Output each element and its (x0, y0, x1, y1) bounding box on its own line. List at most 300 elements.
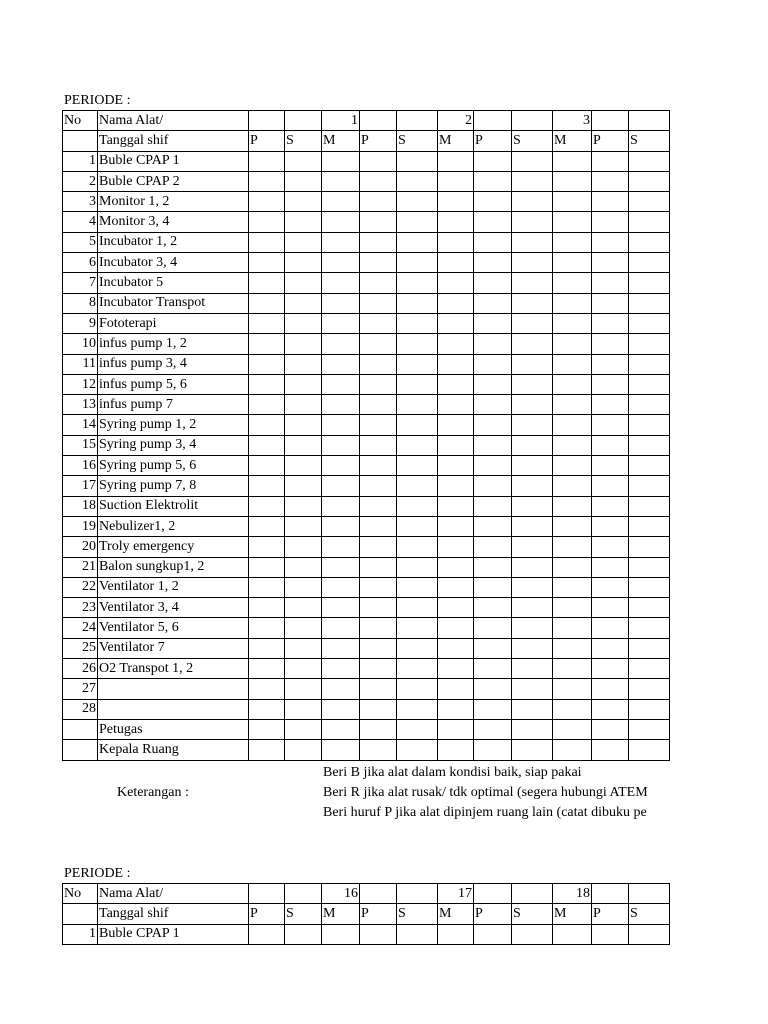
header-day-cell[interactable] (512, 884, 553, 904)
check-cell[interactable] (512, 618, 553, 638)
check-cell[interactable] (592, 435, 629, 455)
check-cell[interactable] (285, 374, 322, 394)
header-day-cell[interactable] (592, 111, 629, 131)
check-cell[interactable] (285, 151, 322, 171)
check-cell[interactable] (397, 638, 438, 658)
check-cell[interactable] (592, 679, 629, 699)
check-cell[interactable] (360, 232, 397, 252)
check-cell[interactable] (438, 273, 474, 293)
check-cell[interactable] (249, 253, 285, 273)
check-cell[interactable] (285, 354, 322, 374)
check-cell[interactable] (360, 253, 397, 273)
check-cell[interactable] (397, 659, 438, 679)
check-cell[interactable] (438, 253, 474, 273)
signature-cell[interactable] (322, 719, 360, 739)
check-cell[interactable] (474, 456, 512, 476)
check-cell[interactable] (285, 435, 322, 455)
check-cell[interactable] (360, 537, 397, 557)
check-cell[interactable] (397, 151, 438, 171)
check-cell[interactable] (285, 232, 322, 252)
check-cell[interactable] (360, 273, 397, 293)
check-cell[interactable] (438, 395, 474, 415)
check-cell[interactable] (397, 435, 438, 455)
check-cell[interactable] (592, 273, 629, 293)
check-cell[interactable] (629, 395, 670, 415)
check-cell[interactable] (474, 699, 512, 719)
check-cell[interactable] (553, 557, 592, 577)
check-cell[interactable] (285, 212, 322, 232)
check-cell[interactable] (592, 253, 629, 273)
check-cell[interactable] (629, 435, 670, 455)
check-cell[interactable] (285, 313, 322, 333)
check-cell[interactable] (249, 374, 285, 394)
check-cell[interactable] (249, 638, 285, 658)
signature-cell[interactable] (249, 740, 285, 760)
check-cell[interactable] (249, 293, 285, 313)
check-cell[interactable] (553, 374, 592, 394)
header-day-cell[interactable] (474, 884, 512, 904)
check-cell[interactable] (322, 415, 360, 435)
check-cell[interactable] (474, 638, 512, 658)
check-cell[interactable] (474, 476, 512, 496)
check-cell[interactable] (360, 516, 397, 536)
check-cell[interactable] (438, 313, 474, 333)
check-cell[interactable] (629, 415, 670, 435)
check-cell[interactable] (474, 293, 512, 313)
check-cell[interactable] (438, 212, 474, 232)
check-cell[interactable] (512, 313, 553, 333)
check-cell[interactable] (249, 699, 285, 719)
check-cell[interactable] (322, 659, 360, 679)
check-cell[interactable] (553, 456, 592, 476)
check-cell[interactable] (438, 679, 474, 699)
check-cell[interactable] (285, 699, 322, 719)
check-cell[interactable] (285, 171, 322, 191)
check-cell[interactable] (474, 496, 512, 516)
check-cell[interactable] (438, 354, 474, 374)
check-cell[interactable] (592, 496, 629, 516)
check-cell[interactable] (438, 232, 474, 252)
check-cell[interactable] (360, 638, 397, 658)
check-cell[interactable] (553, 395, 592, 415)
check-cell[interactable] (322, 212, 360, 232)
check-cell[interactable] (438, 618, 474, 638)
check-cell[interactable] (592, 516, 629, 536)
check-cell[interactable] (438, 659, 474, 679)
check-cell[interactable] (512, 679, 553, 699)
check-cell[interactable] (360, 577, 397, 597)
check-cell[interactable] (592, 638, 629, 658)
check-cell[interactable] (322, 395, 360, 415)
check-cell[interactable] (322, 476, 360, 496)
check-cell[interactable] (397, 232, 438, 252)
check-cell[interactable] (322, 334, 360, 354)
check-cell[interactable] (438, 192, 474, 212)
check-cell[interactable] (629, 557, 670, 577)
check-cell[interactable] (397, 577, 438, 597)
check-cell[interactable] (629, 924, 670, 944)
check-cell[interactable] (360, 334, 397, 354)
check-cell[interactable] (629, 212, 670, 232)
check-cell[interactable] (512, 354, 553, 374)
check-cell[interactable] (553, 618, 592, 638)
signature-cell[interactable] (553, 719, 592, 739)
check-cell[interactable] (629, 659, 670, 679)
check-cell[interactable] (285, 659, 322, 679)
signature-cell[interactable] (592, 719, 629, 739)
signature-cell[interactable] (438, 719, 474, 739)
header-day-cell[interactable] (249, 884, 285, 904)
check-cell[interactable] (438, 293, 474, 313)
check-cell[interactable] (512, 395, 553, 415)
check-cell[interactable] (249, 171, 285, 191)
check-cell[interactable] (249, 192, 285, 212)
check-cell[interactable] (360, 212, 397, 232)
check-cell[interactable] (360, 659, 397, 679)
check-cell[interactable] (438, 374, 474, 394)
check-cell[interactable] (512, 374, 553, 394)
check-cell[interactable] (512, 192, 553, 212)
check-cell[interactable] (474, 598, 512, 618)
check-cell[interactable] (397, 395, 438, 415)
check-cell[interactable] (249, 273, 285, 293)
check-cell[interactable] (322, 618, 360, 638)
check-cell[interactable] (474, 659, 512, 679)
check-cell[interactable] (512, 638, 553, 658)
check-cell[interactable] (397, 618, 438, 638)
header-day-cell[interactable] (397, 884, 438, 904)
check-cell[interactable] (474, 537, 512, 557)
check-cell[interactable] (592, 557, 629, 577)
check-cell[interactable] (592, 456, 629, 476)
check-cell[interactable] (249, 435, 285, 455)
check-cell[interactable] (629, 679, 670, 699)
check-cell[interactable] (249, 456, 285, 476)
check-cell[interactable] (438, 699, 474, 719)
check-cell[interactable] (397, 476, 438, 496)
check-cell[interactable] (629, 192, 670, 212)
check-cell[interactable] (474, 924, 512, 944)
signature-cell[interactable] (322, 740, 360, 760)
header-day-cell[interactable] (249, 111, 285, 131)
check-cell[interactable] (553, 435, 592, 455)
check-cell[interactable] (553, 253, 592, 273)
check-cell[interactable] (285, 557, 322, 577)
signature-cell[interactable] (397, 740, 438, 760)
check-cell[interactable] (249, 212, 285, 232)
check-cell[interactable] (322, 456, 360, 476)
check-cell[interactable] (322, 924, 360, 944)
check-cell[interactable] (397, 354, 438, 374)
check-cell[interactable] (592, 232, 629, 252)
check-cell[interactable] (553, 151, 592, 171)
check-cell[interactable] (553, 496, 592, 516)
check-cell[interactable] (553, 659, 592, 679)
check-cell[interactable] (285, 924, 322, 944)
check-cell[interactable] (438, 171, 474, 191)
check-cell[interactable] (592, 924, 629, 944)
check-cell[interactable] (397, 293, 438, 313)
check-cell[interactable] (322, 171, 360, 191)
check-cell[interactable] (249, 151, 285, 171)
check-cell[interactable] (592, 699, 629, 719)
check-cell[interactable] (512, 415, 553, 435)
check-cell[interactable] (512, 232, 553, 252)
check-cell[interactable] (322, 577, 360, 597)
check-cell[interactable] (360, 374, 397, 394)
header-day-cell[interactable] (285, 884, 322, 904)
check-cell[interactable] (249, 537, 285, 557)
check-cell[interactable] (285, 273, 322, 293)
signature-cell[interactable] (438, 740, 474, 760)
check-cell[interactable] (360, 415, 397, 435)
check-cell[interactable] (629, 151, 670, 171)
header-day-cell[interactable] (360, 111, 397, 131)
check-cell[interactable] (474, 618, 512, 638)
check-cell[interactable] (474, 313, 512, 333)
check-cell[interactable] (360, 699, 397, 719)
check-cell[interactable] (285, 537, 322, 557)
check-cell[interactable] (360, 151, 397, 171)
check-cell[interactable] (629, 313, 670, 333)
signature-cell[interactable] (512, 740, 553, 760)
check-cell[interactable] (474, 516, 512, 536)
check-cell[interactable] (397, 192, 438, 212)
check-cell[interactable] (592, 313, 629, 333)
check-cell[interactable] (322, 232, 360, 252)
check-cell[interactable] (322, 679, 360, 699)
header-day-cell[interactable] (397, 111, 438, 131)
check-cell[interactable] (249, 924, 285, 944)
check-cell[interactable] (438, 638, 474, 658)
check-cell[interactable] (249, 395, 285, 415)
check-cell[interactable] (629, 253, 670, 273)
check-cell[interactable] (474, 273, 512, 293)
check-cell[interactable] (360, 395, 397, 415)
check-cell[interactable] (438, 537, 474, 557)
check-cell[interactable] (322, 192, 360, 212)
check-cell[interactable] (249, 598, 285, 618)
check-cell[interactable] (553, 334, 592, 354)
signature-cell[interactable] (592, 740, 629, 760)
check-cell[interactable] (438, 924, 474, 944)
check-cell[interactable] (322, 516, 360, 536)
check-cell[interactable] (285, 415, 322, 435)
check-cell[interactable] (397, 253, 438, 273)
check-cell[interactable] (438, 435, 474, 455)
check-cell[interactable] (438, 334, 474, 354)
check-cell[interactable] (592, 415, 629, 435)
check-cell[interactable] (397, 598, 438, 618)
check-cell[interactable] (438, 415, 474, 435)
signature-cell[interactable] (629, 740, 670, 760)
check-cell[interactable] (592, 618, 629, 638)
check-cell[interactable] (474, 253, 512, 273)
signature-cell[interactable] (360, 719, 397, 739)
signature-cell[interactable] (629, 719, 670, 739)
header-day-cell[interactable] (285, 111, 322, 131)
header-day-cell[interactable] (629, 111, 670, 131)
check-cell[interactable] (397, 537, 438, 557)
check-cell[interactable] (360, 476, 397, 496)
signature-cell[interactable] (360, 740, 397, 760)
check-cell[interactable] (592, 151, 629, 171)
check-cell[interactable] (553, 192, 592, 212)
check-cell[interactable] (512, 151, 553, 171)
check-cell[interactable] (438, 516, 474, 536)
check-cell[interactable] (360, 598, 397, 618)
check-cell[interactable] (438, 476, 474, 496)
check-cell[interactable] (512, 537, 553, 557)
check-cell[interactable] (438, 151, 474, 171)
check-cell[interactable] (629, 476, 670, 496)
check-cell[interactable] (249, 496, 285, 516)
check-cell[interactable] (592, 577, 629, 597)
check-cell[interactable] (629, 699, 670, 719)
check-cell[interactable] (285, 516, 322, 536)
check-cell[interactable] (592, 334, 629, 354)
check-cell[interactable] (629, 273, 670, 293)
check-cell[interactable] (512, 293, 553, 313)
check-cell[interactable] (553, 638, 592, 658)
check-cell[interactable] (285, 679, 322, 699)
check-cell[interactable] (512, 924, 553, 944)
check-cell[interactable] (360, 313, 397, 333)
check-cell[interactable] (553, 537, 592, 557)
check-cell[interactable] (285, 253, 322, 273)
check-cell[interactable] (249, 476, 285, 496)
check-cell[interactable] (360, 354, 397, 374)
check-cell[interactable] (553, 313, 592, 333)
check-cell[interactable] (512, 659, 553, 679)
signature-cell[interactable] (553, 740, 592, 760)
check-cell[interactable] (592, 476, 629, 496)
check-cell[interactable] (629, 577, 670, 597)
check-cell[interactable] (360, 192, 397, 212)
check-cell[interactable] (249, 557, 285, 577)
check-cell[interactable] (249, 577, 285, 597)
check-cell[interactable] (512, 598, 553, 618)
check-cell[interactable] (285, 192, 322, 212)
check-cell[interactable] (553, 924, 592, 944)
check-cell[interactable] (285, 456, 322, 476)
check-cell[interactable] (322, 293, 360, 313)
check-cell[interactable] (629, 537, 670, 557)
check-cell[interactable] (249, 354, 285, 374)
check-cell[interactable] (438, 577, 474, 597)
check-cell[interactable] (512, 516, 553, 536)
check-cell[interactable] (629, 618, 670, 638)
check-cell[interactable] (438, 496, 474, 516)
check-cell[interactable] (629, 516, 670, 536)
check-cell[interactable] (512, 273, 553, 293)
check-cell[interactable] (553, 598, 592, 618)
check-cell[interactable] (629, 293, 670, 313)
check-cell[interactable] (397, 334, 438, 354)
check-cell[interactable] (553, 232, 592, 252)
check-cell[interactable] (397, 313, 438, 333)
check-cell[interactable] (474, 212, 512, 232)
check-cell[interactable] (629, 171, 670, 191)
check-cell[interactable] (322, 598, 360, 618)
check-cell[interactable] (553, 171, 592, 191)
check-cell[interactable] (322, 151, 360, 171)
check-cell[interactable] (249, 415, 285, 435)
check-cell[interactable] (592, 374, 629, 394)
check-cell[interactable] (474, 435, 512, 455)
check-cell[interactable] (322, 253, 360, 273)
check-cell[interactable] (397, 212, 438, 232)
check-cell[interactable] (360, 924, 397, 944)
check-cell[interactable] (322, 537, 360, 557)
check-cell[interactable] (322, 354, 360, 374)
check-cell[interactable] (512, 212, 553, 232)
check-cell[interactable] (360, 456, 397, 476)
check-cell[interactable] (474, 577, 512, 597)
check-cell[interactable] (360, 496, 397, 516)
check-cell[interactable] (474, 192, 512, 212)
check-cell[interactable] (592, 659, 629, 679)
check-cell[interactable] (553, 273, 592, 293)
signature-cell[interactable] (285, 740, 322, 760)
check-cell[interactable] (249, 659, 285, 679)
check-cell[interactable] (397, 557, 438, 577)
check-cell[interactable] (629, 456, 670, 476)
check-cell[interactable] (285, 476, 322, 496)
check-cell[interactable] (438, 456, 474, 476)
check-cell[interactable] (592, 293, 629, 313)
check-cell[interactable] (249, 334, 285, 354)
check-cell[interactable] (474, 334, 512, 354)
signature-cell[interactable] (474, 740, 512, 760)
check-cell[interactable] (629, 598, 670, 618)
header-day-cell[interactable] (474, 111, 512, 131)
check-cell[interactable] (553, 516, 592, 536)
check-cell[interactable] (592, 354, 629, 374)
check-cell[interactable] (629, 374, 670, 394)
signature-cell[interactable] (474, 719, 512, 739)
check-cell[interactable] (397, 171, 438, 191)
check-cell[interactable] (474, 171, 512, 191)
check-cell[interactable] (512, 171, 553, 191)
check-cell[interactable] (474, 679, 512, 699)
check-cell[interactable] (512, 699, 553, 719)
check-cell[interactable] (285, 638, 322, 658)
check-cell[interactable] (322, 699, 360, 719)
check-cell[interactable] (285, 618, 322, 638)
check-cell[interactable] (629, 496, 670, 516)
signature-cell[interactable] (512, 719, 553, 739)
check-cell[interactable] (512, 476, 553, 496)
check-cell[interactable] (285, 577, 322, 597)
check-cell[interactable] (360, 618, 397, 638)
check-cell[interactable] (322, 557, 360, 577)
check-cell[interactable] (474, 232, 512, 252)
check-cell[interactable] (322, 374, 360, 394)
check-cell[interactable] (397, 456, 438, 476)
check-cell[interactable] (592, 192, 629, 212)
check-cell[interactable] (322, 313, 360, 333)
check-cell[interactable] (512, 334, 553, 354)
check-cell[interactable] (553, 577, 592, 597)
check-cell[interactable] (322, 435, 360, 455)
check-cell[interactable] (474, 354, 512, 374)
check-cell[interactable] (322, 496, 360, 516)
check-cell[interactable] (249, 516, 285, 536)
check-cell[interactable] (553, 212, 592, 232)
check-cell[interactable] (629, 638, 670, 658)
check-cell[interactable] (592, 537, 629, 557)
